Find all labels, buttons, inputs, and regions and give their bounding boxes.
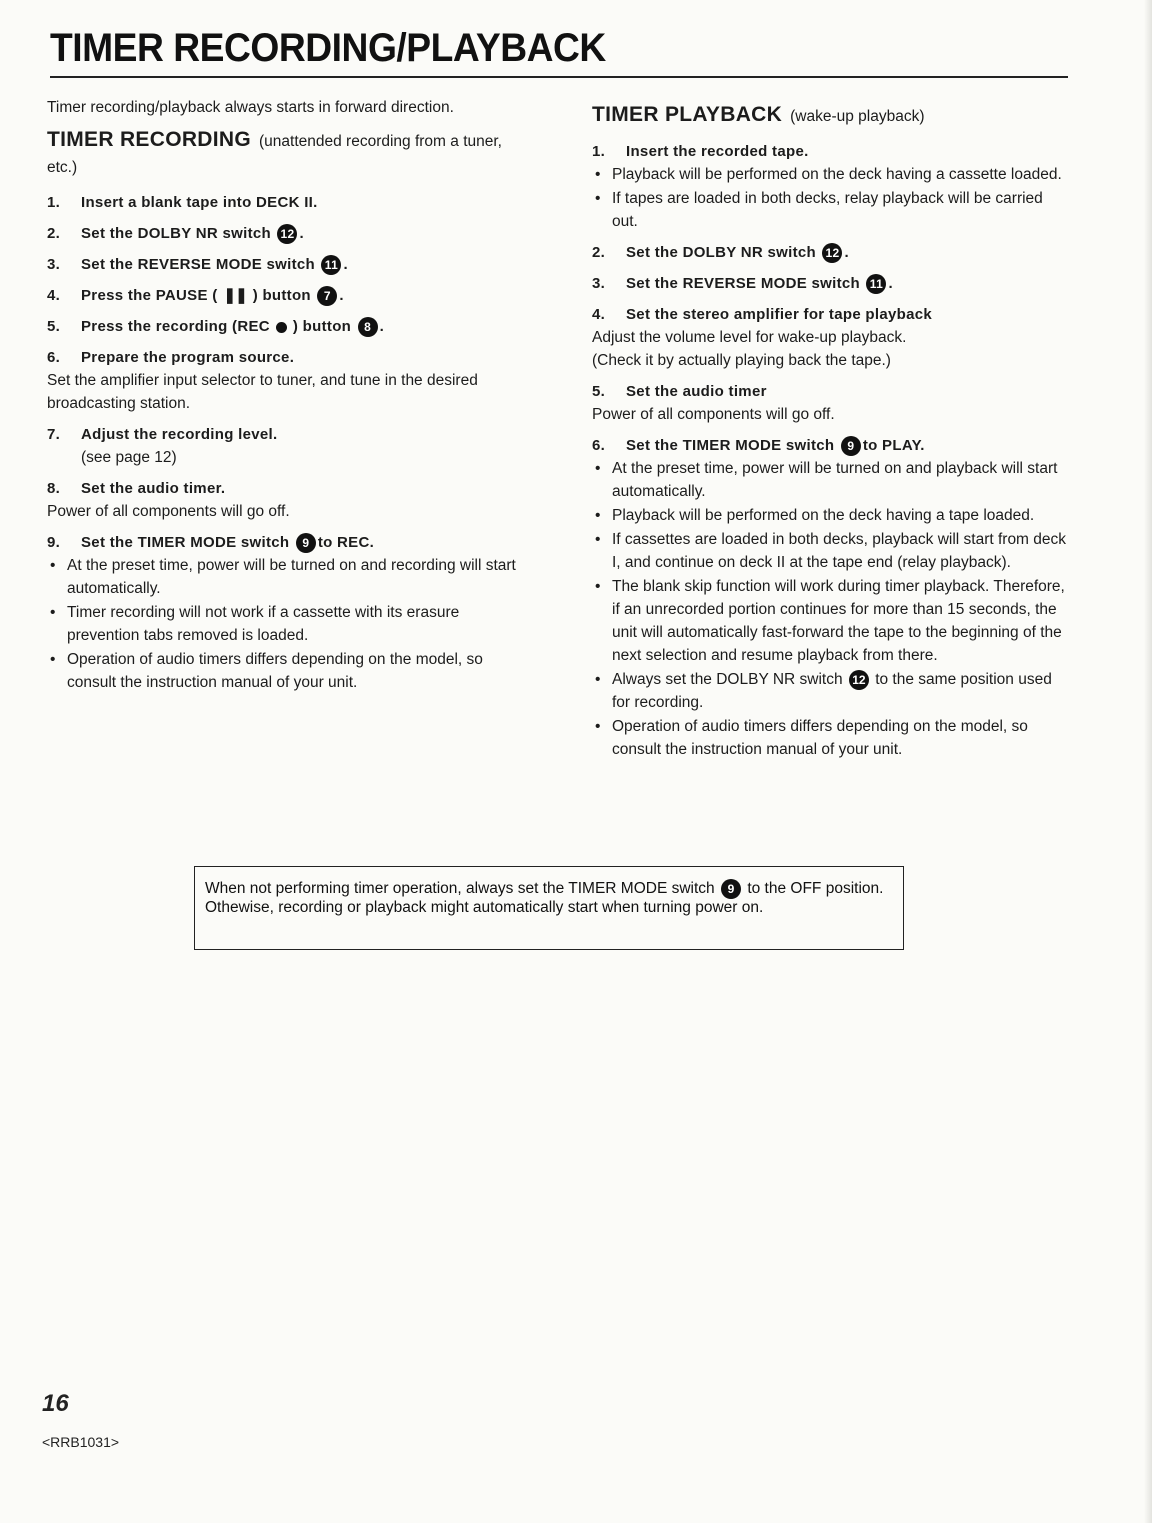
step-tail: to REC. (317, 534, 375, 551)
control-number-badge: 11 (321, 255, 341, 275)
step-text-cont: ) button (252, 287, 311, 304)
step-text: Set the DOLBY NR switch (626, 244, 816, 261)
title-rule (50, 76, 1068, 78)
step-text: Insert a blank tape into DECK II. (81, 194, 318, 211)
step-tail: . (339, 287, 344, 304)
step-text: Set the REVERSE MODE switch (81, 256, 315, 273)
step-number: 1. (592, 143, 606, 160)
step-number: 8. (47, 480, 61, 497)
document-code: <RRB1031> (42, 1434, 120, 1450)
record-dot-icon (276, 322, 287, 333)
step-text: Set the audio timer (626, 383, 767, 400)
step-text: Set the TIMER MODE switch (626, 437, 835, 454)
rec-step-7 (47, 423, 527, 446)
play-step-2 (592, 241, 1067, 264)
rec-step-6 (47, 346, 527, 369)
list-item: • Playback will be performed on the deck having a cassette loaded. (592, 163, 1067, 186)
step-text: Insert the recorded tape. (626, 143, 809, 160)
list-item: • The blank skip function will work during timer playback. Therefore, if an unrecorded portion continues for more than 15 seconds, the unit will automatically fast-forward the tape to the beginning of the next selection and resume playback from there. (592, 575, 1067, 667)
rec-step-2 (47, 222, 527, 245)
step-text: Adjust the recording level. (81, 426, 278, 443)
left-column (47, 96, 527, 702)
play-step-5-body: Power of all components will go off. (592, 406, 835, 423)
step-number: 7. (47, 426, 61, 443)
step-tail: to PLAY. (862, 437, 925, 454)
step-text: Set the REVERSE MODE switch (626, 275, 860, 292)
control-number-badge: 12 (277, 224, 297, 244)
play-notes-list (592, 457, 1067, 761)
step-text: Set the TIMER MODE switch (81, 534, 290, 551)
list-item: • At the preset time, power will be turned on and playback will start automatically. (592, 457, 1067, 503)
play-step-6 (592, 434, 1067, 457)
step-number: 1. (47, 194, 61, 211)
play-step-4-body: Adjust the volume level for wake-up playback. (592, 329, 907, 346)
right-column (592, 96, 1067, 769)
control-number-badge: 9 (841, 436, 861, 456)
scan-edge-shadow (1144, 0, 1152, 1523)
rec-step-9 (47, 531, 527, 554)
notice-text-cont: to the OFF position. Othewise, recording or playback might automatically start when turning power on. (205, 880, 884, 916)
step-number: 6. (47, 349, 61, 366)
bullet-text: Always set the DOLBY NR switch (612, 671, 843, 688)
list-item: • Playback will be performed on the deck having a tape loaded. (592, 504, 1067, 527)
control-number-badge: 11 (866, 274, 886, 294)
list-item (592, 668, 1067, 714)
notice-box (194, 866, 904, 950)
step-text-cont: ) button (292, 318, 352, 335)
step-number: 3. (592, 275, 606, 292)
rec-step-7-ref: (see page 12) (81, 449, 177, 466)
rec-step-8 (47, 477, 527, 500)
control-number-badge: 12 (822, 243, 842, 263)
list-item: • If cassettes are loaded in both decks, playback will start from deck I, and continue on deck II at the tape end (relay playback). (592, 528, 1067, 574)
step-number: 9. (47, 534, 61, 551)
section-subtitle: (wake-up playback) (790, 108, 925, 125)
timer-recording-heading (47, 127, 527, 181)
step-text: Set the DOLBY NR switch (81, 225, 271, 242)
rec-step-6-body: Set the amplifier input selector to tuner, and tune in the desired broadcasting station. (47, 372, 478, 412)
play-step-5 (592, 380, 1067, 403)
step-text: Press the recording (REC (81, 318, 270, 335)
list-item: • Timer recording will not work if a cassette with its erasure prevention tabs removed is loaded. (47, 601, 527, 647)
control-number-badge: 9 (296, 533, 316, 553)
step-text: Press the PAUSE ( (81, 287, 218, 304)
control-number-badge: 9 (721, 879, 741, 899)
list-item: • Operation of audio timers differs depending on the model, so consult the instruction manual of your unit. (47, 648, 527, 694)
step-tail: . (844, 244, 849, 261)
rec-step-5 (47, 315, 527, 338)
play-step-4-note: (Check it by actually playing back the tape.) (592, 352, 891, 369)
step-text: Set the audio timer. (81, 480, 226, 497)
step-text: Set the stereo amplifier for tape playback (626, 306, 933, 323)
page-number: 16 (42, 1390, 69, 1417)
notice-text: When not performing timer operation, always set the TIMER MODE switch (205, 880, 715, 898)
step-number: 2. (47, 225, 61, 242)
play-step-1-notes (592, 163, 1067, 233)
rec-step-8-body: Power of all components will go off. (47, 503, 290, 520)
step-tail: . (299, 225, 304, 242)
section-title: TIMER RECORDING (47, 128, 251, 151)
step-text: Prepare the program source. (81, 349, 295, 366)
step-number: 5. (47, 318, 61, 335)
pause-icon: ❚❚ (223, 287, 247, 304)
step-number: 5. (592, 383, 606, 400)
rec-step-3 (47, 253, 527, 276)
page-title: TIMER RECORDING/PLAYBACK (50, 26, 606, 70)
rec-notes-list (47, 554, 527, 694)
rec-step-4 (47, 284, 527, 307)
list-item: • At the preset time, power will be turned on and recording will start automatically. (47, 554, 527, 600)
list-item: • If tapes are loaded in both decks, relay playback will be carried out. (592, 187, 1067, 233)
control-number-badge: 7 (317, 286, 337, 306)
step-number: 4. (47, 287, 61, 304)
list-item: • Operation of audio timers differs depending on the model, so consult the instruction manual of your unit. (592, 715, 1067, 761)
step-number: 2. (592, 244, 606, 261)
step-number: 3. (47, 256, 61, 273)
step-tail: . (888, 275, 893, 292)
play-step-3 (592, 272, 1067, 295)
bullet-text-cont: to the same position used for recording. (612, 671, 1052, 711)
rec-step-1 (47, 191, 527, 214)
step-number: 4. (592, 306, 606, 323)
step-tail: . (379, 318, 385, 335)
control-number-badge: 12 (849, 670, 869, 690)
play-step-1 (592, 140, 1067, 163)
step-number: 6. (592, 437, 606, 454)
control-number-badge: 8 (358, 317, 378, 337)
section-title: TIMER PLAYBACK (592, 103, 783, 126)
play-step-4 (592, 303, 1067, 326)
intro-text: Timer recording/playback always starts in forward direction. (47, 99, 454, 116)
section-subtitle: (unattended recording from a tuner, etc.) (47, 133, 502, 176)
step-tail: . (343, 256, 348, 273)
timer-playback-heading (592, 102, 1067, 130)
